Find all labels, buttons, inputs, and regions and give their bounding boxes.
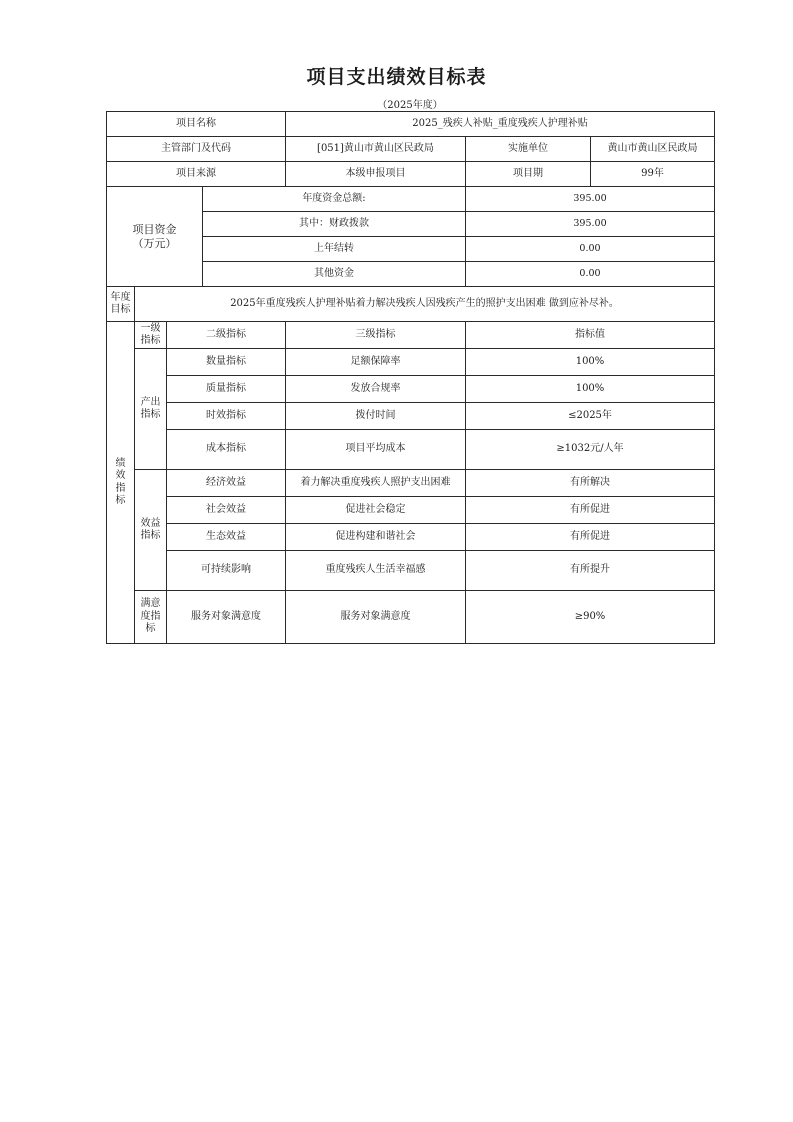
funds-fiscal-label: 其中：财政拨款 <box>203 212 466 237</box>
funds-total-value: 395.00 <box>466 187 715 212</box>
level2-cell: 经济效益 <box>167 470 286 497</box>
row-department <box>107 137 715 162</box>
level3-cell: 促进构建和谐社会 <box>286 524 466 551</box>
funds-other-label: 其他资金 <box>203 262 466 287</box>
annual-goal-label-line2: 目标 <box>110 304 131 315</box>
header-level2: 二级指标 <box>167 322 286 349</box>
level3-cell: 服务对象满意度 <box>286 591 466 644</box>
implementing-unit-value: 黄山市黄山区民政局 <box>591 137 715 162</box>
output-label-line2: 指标 <box>140 409 161 420</box>
row-project-name <box>107 112 715 137</box>
table-row <box>107 430 715 470</box>
department-value: [051]黄山市黄山区民政局 <box>286 137 466 162</box>
value-cell: ≥1032元/人年 <box>466 430 715 470</box>
annual-goal-label <box>107 287 135 322</box>
table-row <box>107 551 715 591</box>
satisfaction-label-line2: 度指 <box>140 610 161 622</box>
level3-cell: 促进社会稳定 <box>286 497 466 524</box>
performance-label-char: 绩 <box>115 457 126 469</box>
value-cell: 100% <box>466 376 715 403</box>
row-funds-total <box>107 187 715 212</box>
funds-label <box>107 187 203 287</box>
value-cell: 有所解决 <box>466 470 715 497</box>
performance-label-char: 指 <box>115 482 126 494</box>
row-indicator-header <box>107 322 715 349</box>
table-row <box>107 403 715 430</box>
table-row <box>107 470 715 497</box>
project-name-value: 2025_残疾人补贴_重度残疾人护理补贴 <box>286 112 715 137</box>
funds-carryover-label: 上年结转 <box>203 237 466 262</box>
level2-cell: 社会效益 <box>167 497 286 524</box>
output-indicator-label <box>135 349 167 470</box>
satisfaction-label-line1: 满意 <box>140 598 161 610</box>
level2-cell: 生态效益 <box>167 524 286 551</box>
performance-target-table <box>106 111 715 644</box>
level2-cell: 成本指标 <box>167 430 286 470</box>
satisfaction-label-line3: 标 <box>145 623 156 635</box>
header-level3: 三级指标 <box>286 322 466 349</box>
header-level1 <box>135 322 167 349</box>
implementing-unit-label: 实施单位 <box>466 137 591 162</box>
level2-cell: 质量指标 <box>167 376 286 403</box>
table-row <box>107 497 715 524</box>
annual-goal-label-line1: 年度 <box>110 291 131 303</box>
level3-cell: 项目平均成本 <box>286 430 466 470</box>
performance-label-char: 效 <box>115 470 126 481</box>
level2-cell: 服务对象满意度 <box>167 591 286 644</box>
value-cell: ≥90% <box>466 591 715 644</box>
project-source-value: 本级申报项目 <box>286 162 466 187</box>
level2-cell: 可持续影响 <box>167 551 286 591</box>
benefit-label-line2: 指标 <box>140 530 161 541</box>
page-title: 项目支出绩效目标表 <box>306 66 487 88</box>
level3-cell: 足额保障率 <box>286 349 466 376</box>
value-cell: 有所促进 <box>466 524 715 551</box>
project-period-value: 99年 <box>591 162 715 187</box>
funds-fiscal-value: 395.00 <box>466 212 715 237</box>
table-row <box>107 591 715 644</box>
annual-goal-text: 2025年重度残疾人护理补贴着力解决残疾人因残疾产生的照护支出困难 做到应补尽补。 <box>135 287 715 322</box>
department-label: 主管部门及代码 <box>107 137 286 162</box>
header-value: 指标值 <box>466 322 715 349</box>
header-level1-line2: 指标 <box>140 335 161 346</box>
row-annual-goal <box>107 287 715 322</box>
year-note: （2025年度） <box>377 100 443 111</box>
funds-label-line2: （万元） <box>132 236 177 250</box>
table-row <box>107 524 715 551</box>
funds-other-value: 0.00 <box>466 262 715 287</box>
level2-cell: 数量指标 <box>167 349 286 376</box>
performance-label <box>107 322 135 644</box>
value-cell: 100% <box>466 349 715 376</box>
table-row <box>107 349 715 376</box>
funds-carryover-value: 0.00 <box>466 237 715 262</box>
level3-cell: 着力解决重度残疾人照护支出困难 <box>286 470 466 497</box>
funds-total-label: 年度资金总额: <box>203 187 466 212</box>
performance-label-char: 标 <box>115 495 126 506</box>
level3-cell: 拨付时间 <box>286 403 466 430</box>
satisfaction-indicator-label <box>135 591 167 644</box>
table-row <box>107 376 715 403</box>
benefit-indicator-label <box>135 470 167 591</box>
project-source-label: 项目来源 <box>107 162 286 187</box>
header-level1-line1: 一级 <box>140 322 161 334</box>
value-cell: ≤2025年 <box>466 403 715 430</box>
value-cell: 有所提升 <box>466 551 715 591</box>
level3-cell: 重度残疾人生活幸福感 <box>286 551 466 591</box>
output-label-line1: 产出 <box>140 396 161 408</box>
level3-cell: 发放合规率 <box>286 376 466 403</box>
funds-label-line1: 项目资金 <box>132 222 177 236</box>
project-period-label: 项目期 <box>466 162 591 187</box>
row-project-source <box>107 162 715 187</box>
value-cell: 有所促进 <box>466 497 715 524</box>
level2-cell: 时效指标 <box>167 403 286 430</box>
benefit-label-line1: 效益 <box>140 517 161 529</box>
project-name-label: 项目名称 <box>107 112 286 137</box>
